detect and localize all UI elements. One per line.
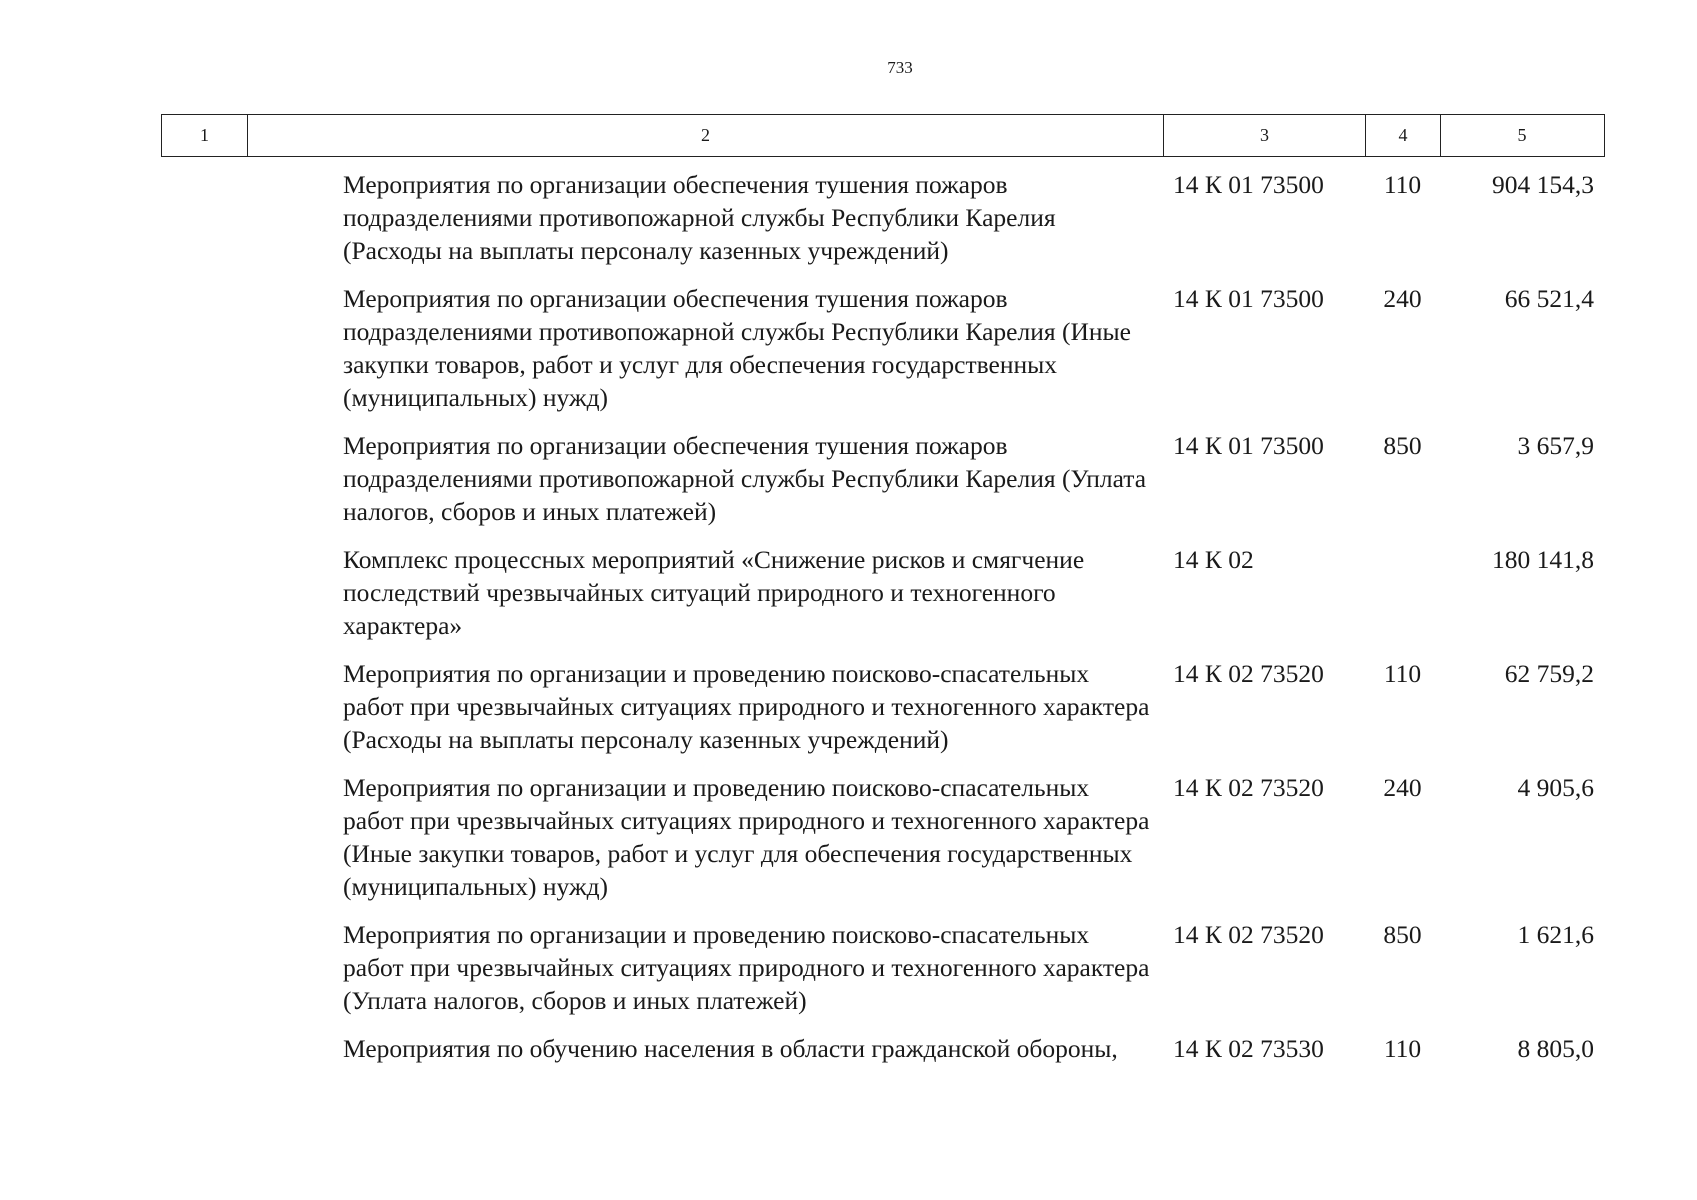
row-code: 14 К 01 73500 [1173,431,1324,460]
row-col-1 [161,429,247,528]
table-row [161,168,1605,267]
header-col-2: 2 [248,115,1164,156]
table-header [161,114,1605,157]
description-text: Мероприятия по организации и проведению поисково-спасательных работ при чрезвычайных ситуациях природного и техногенного характера (Иные закупки товаров, работ и услуг для обеспечения государственных (муниципальных) нужд) [343,773,1150,901]
row-code: 14 К 02 73520 [1173,659,1324,688]
row-code: 14 К 01 73500 [1173,170,1324,199]
header-col-4: 4 [1366,115,1441,156]
row-amount: 904 154,3 [1492,170,1594,199]
row-col-1 [161,1032,247,1065]
row-description [247,918,1163,1017]
row-code: 14 К 01 73500 [1173,284,1324,313]
row-type [1365,543,1440,642]
header-col-3: 3 [1164,115,1366,156]
table-row [161,429,1605,528]
page-number: 733 [887,58,913,77]
description-text: Мероприятия по организации обеспечения тушения пожаров подразделениями противопожарной службы Республики Карелия (Иные закупки товаров, работ и услуг для обеспечения государственных (муниципальных) нужд) [343,284,1131,412]
row-col-1 [161,918,247,1017]
description-text: Мероприятия по организации обеспечения тушения пожаров подразделениями противопожарной службы Республики Карелия (Уплата налогов, сборов и иных платежей) [343,431,1147,526]
header-col-1: 1 [162,115,248,156]
row-description [247,657,1163,756]
row-col-1 [161,543,247,642]
row-description [247,282,1163,414]
row-code: 14 К 02 73520 [1173,773,1324,802]
row-amount: 66 521,4 [1504,284,1594,313]
row-description [247,1032,1163,1065]
row-amount: 3 657,9 [1517,431,1594,460]
row-col-1 [161,657,247,756]
row-amount: 180 141,8 [1492,545,1594,574]
description-text: Мероприятия по организации обеспечения тушения пожаров подразделениями противопожарной службы Республики Карелия (Расходы на выплаты персоналу казенных учреждений) [343,170,1056,265]
row-type: 240 [1383,773,1422,802]
description-text: Мероприятия по организации и проведению поисково-спасательных работ при чрезвычайных ситуациях природного и техногенного характера (Уплата налогов, сборов и иных платежей) [343,920,1150,1015]
row-code: 14 К 02 [1173,545,1254,574]
row-type: 850 [1383,920,1422,949]
row-type: 240 [1383,284,1422,313]
row-type: 850 [1383,431,1422,460]
row-amount: 62 759,2 [1504,659,1594,688]
row-description [247,168,1163,267]
table-row [161,771,1605,903]
row-amount: 1 621,6 [1517,920,1594,949]
table-row [161,1032,1605,1065]
table-row [161,657,1605,756]
row-amount: 4 905,6 [1517,773,1594,802]
description-text: Мероприятия по организации и проведению поисково-спасательных работ при чрезвычайных ситуациях природного и техногенного характера (Расходы на выплаты персоналу казенных учреждений) [343,659,1150,754]
table-row [161,543,1605,642]
header-col-5: 5 [1517,125,1527,145]
description-text: Комплекс процессных мероприятий «Снижение рисков и смягчение последствий чрезвычайных ситуаций природного и техногенного характера» [343,545,1085,640]
row-type: 110 [1383,1034,1422,1063]
table-body [161,168,1605,1080]
row-description [247,771,1163,903]
row-code: 14 К 02 73520 [1173,920,1324,949]
row-code: 14 К 02 73530 [1173,1034,1324,1063]
table-row [161,918,1605,1017]
row-type: 110 [1383,170,1422,199]
table-row [161,282,1605,414]
row-description [247,543,1163,642]
description-text: Мероприятия по обучению населения в области гражданской обороны, [343,1034,1118,1063]
row-amount: 8 805,0 [1517,1034,1594,1063]
row-col-1 [161,771,247,903]
row-description [247,429,1163,528]
row-col-1 [161,168,247,267]
row-type: 110 [1383,659,1422,688]
row-col-1 [161,282,247,414]
